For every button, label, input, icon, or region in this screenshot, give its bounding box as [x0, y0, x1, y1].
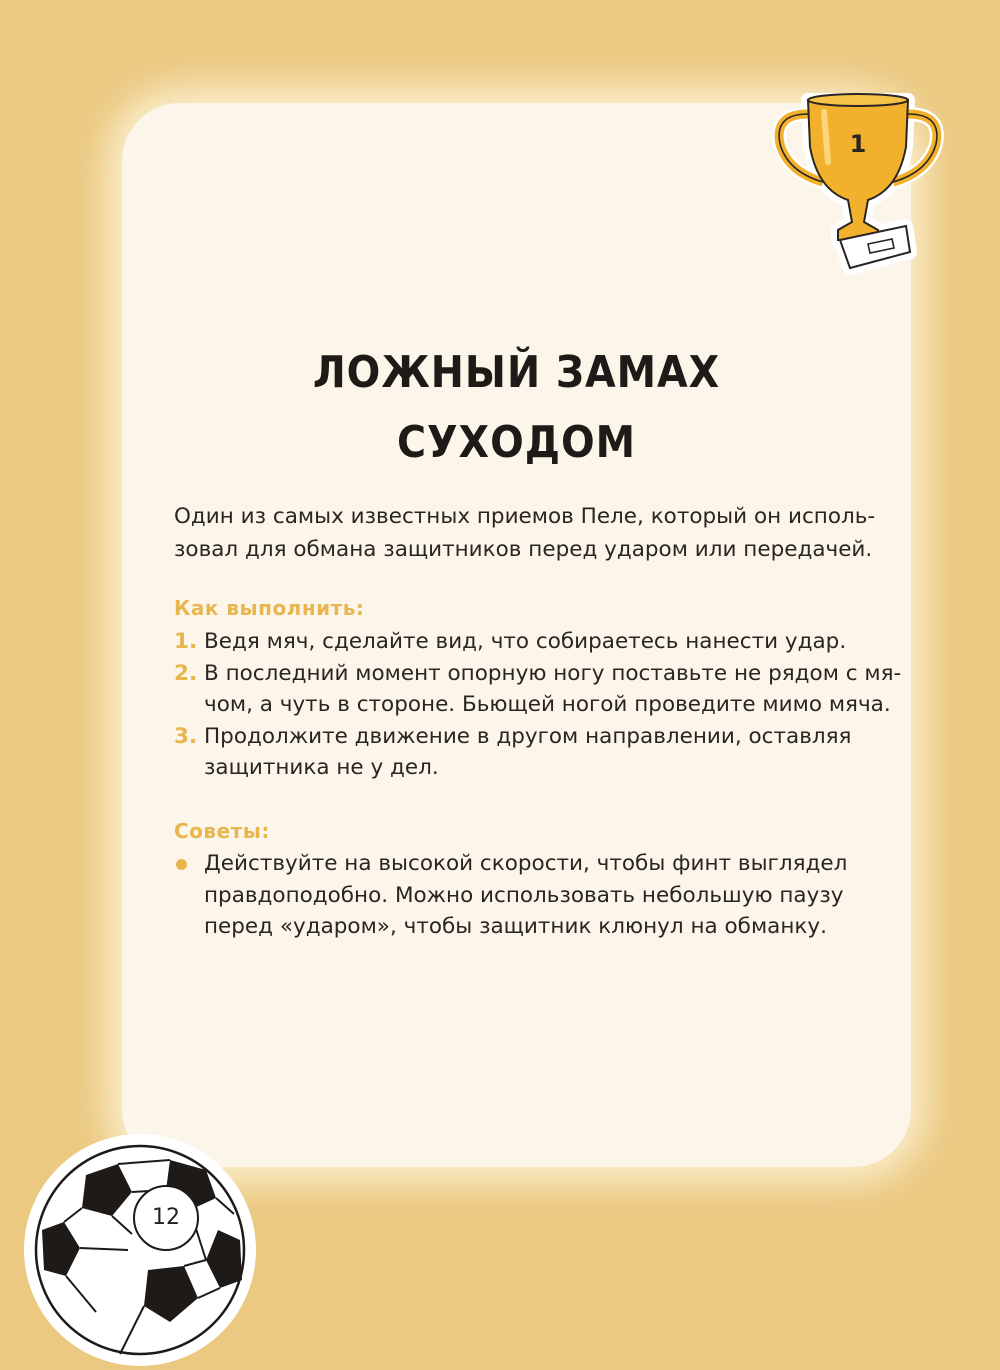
intro-line: зовал для обмана защитников перед ударом или передачей.	[174, 537, 873, 562]
title-line: ЛОЖНЫЙ ЗАМАХ	[312, 347, 721, 398]
step-number: 3.	[174, 723, 198, 749]
step-text: защитника не у дел.	[204, 755, 439, 780]
tip-text: Действуйте на высокой скорости, чтобы финт выглядел	[204, 851, 848, 876]
bullet-icon	[176, 859, 187, 870]
list-item	[174, 721, 894, 784]
tip-text: правдоподобно. Можно использовать небольшую паузу	[204, 882, 844, 908]
step-text: В последний момент опорную ногу поставьте не рядом с мя-	[204, 660, 902, 686]
intro-paragraph	[174, 500, 874, 566]
step-number: 2.	[174, 660, 198, 686]
tips-heading: Советы:	[174, 819, 270, 843]
trophy-number: 1	[849, 130, 867, 158]
how-to-heading: Как выполнить:	[174, 596, 365, 620]
soccer-ball-icon	[20, 1130, 260, 1370]
step-number: 1.	[174, 629, 198, 654]
tips-list	[174, 848, 894, 943]
trophy-icon	[768, 72, 948, 277]
list-item	[174, 626, 894, 658]
step-text: чом, а чуть в стороне. Бьющей ногой проведите мимо мяча.	[204, 692, 891, 717]
intro-line: Один из самых известных приемов Пеле, который он исполь-	[174, 504, 876, 529]
tip-text: перед «ударом», чтобы защитник клюнул на обманку.	[204, 914, 827, 939]
page-number: 12	[152, 1205, 180, 1230]
list-item	[174, 658, 902, 721]
list-item	[174, 848, 894, 943]
step-text: Ведя мяч, сделайте вид, что собираетесь нанести удар.	[204, 629, 847, 654]
page-title	[122, 338, 911, 478]
title-line: СУХОДОМ	[396, 417, 637, 468]
steps-list	[174, 626, 902, 784]
step-text: Продолжите движение в другом направлении, оставляя	[204, 723, 852, 749]
